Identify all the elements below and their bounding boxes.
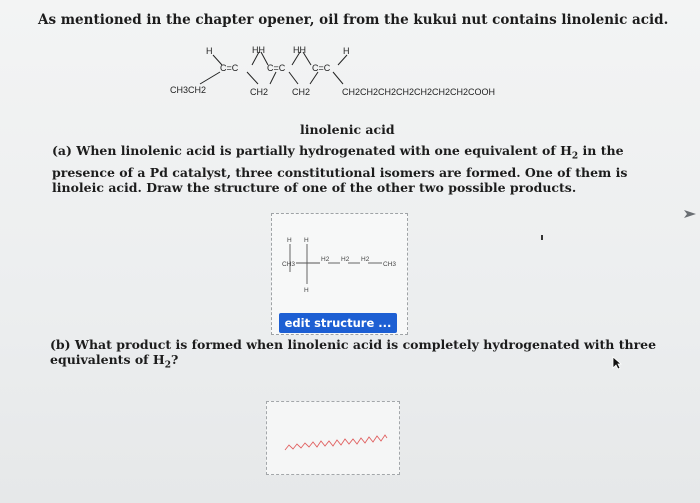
mol-chain: CH2CH2CH2CH2CH2CH2CH2COOH <box>342 87 496 97</box>
mol-double-bond-3: C=C <box>312 63 331 73</box>
part-a-h-subscript: 2 <box>571 151 579 162</box>
part-a-question <box>52 143 672 195</box>
struct-a-h2-2: H2 <box>341 256 350 263</box>
arrow-icon <box>683 208 697 220</box>
mouse-cursor-icon <box>612 356 622 370</box>
mol-h-1: H <box>206 46 213 56</box>
mol-ch2-1: CH2 <box>250 87 269 97</box>
struct-a-h2-3: H2 <box>361 256 370 263</box>
struct-a-h2-1: H2 <box>321 256 330 263</box>
zigzag-chain-drawing <box>267 402 399 474</box>
struct-a-right-label: CH3 <box>383 261 397 268</box>
mol-double-bond-1: C=C <box>220 63 239 73</box>
part-a-rest: in the presence of a Pd catalyst, three constitutional isomers are formed. One of them is linoleic acid. Draw the structure of one of the other two possible products. <box>52 143 628 195</box>
mol-left-group: CH3CH2 <box>170 85 207 95</box>
struct-a-left-label: CH3 <box>282 261 296 268</box>
struct-a-h-bottom: H <box>304 287 309 294</box>
part-b-question <box>50 337 660 374</box>
struct-a-h-top-1: H <box>287 237 292 244</box>
struct-a-h-top-2: H <box>304 237 309 244</box>
part-b-prefix: (b) What product is formed when linolenic acid is completely hydrogenated with three equivalents of H <box>50 337 657 367</box>
question-intro: As mentioned in the chapter opener, oil from the kukui nut contains linolenic acid. <box>38 12 669 28</box>
part-b-suffix: ? <box>171 352 179 367</box>
part-b-h-subscript: 2 <box>164 360 171 371</box>
mol-h-4: H <box>343 46 350 56</box>
linolenic-acid-structure <box>170 44 540 114</box>
mol-ch2-2: CH2 <box>292 87 311 97</box>
part-a-prefix: (a) When linolenic acid is partially hydrogenated with one equivalent of H <box>52 143 572 158</box>
molecule-name: linolenic acid <box>300 122 395 137</box>
mol-h-3: HH <box>293 45 306 55</box>
mol-h-2: HH <box>252 45 265 55</box>
edit-structure-button[interactable]: edit structure ... <box>279 313 397 333</box>
text-cursor-mark <box>541 235 543 240</box>
mol-double-bond-2: C=C <box>267 63 286 73</box>
structure-drawing-area-b[interactable] <box>266 401 400 475</box>
